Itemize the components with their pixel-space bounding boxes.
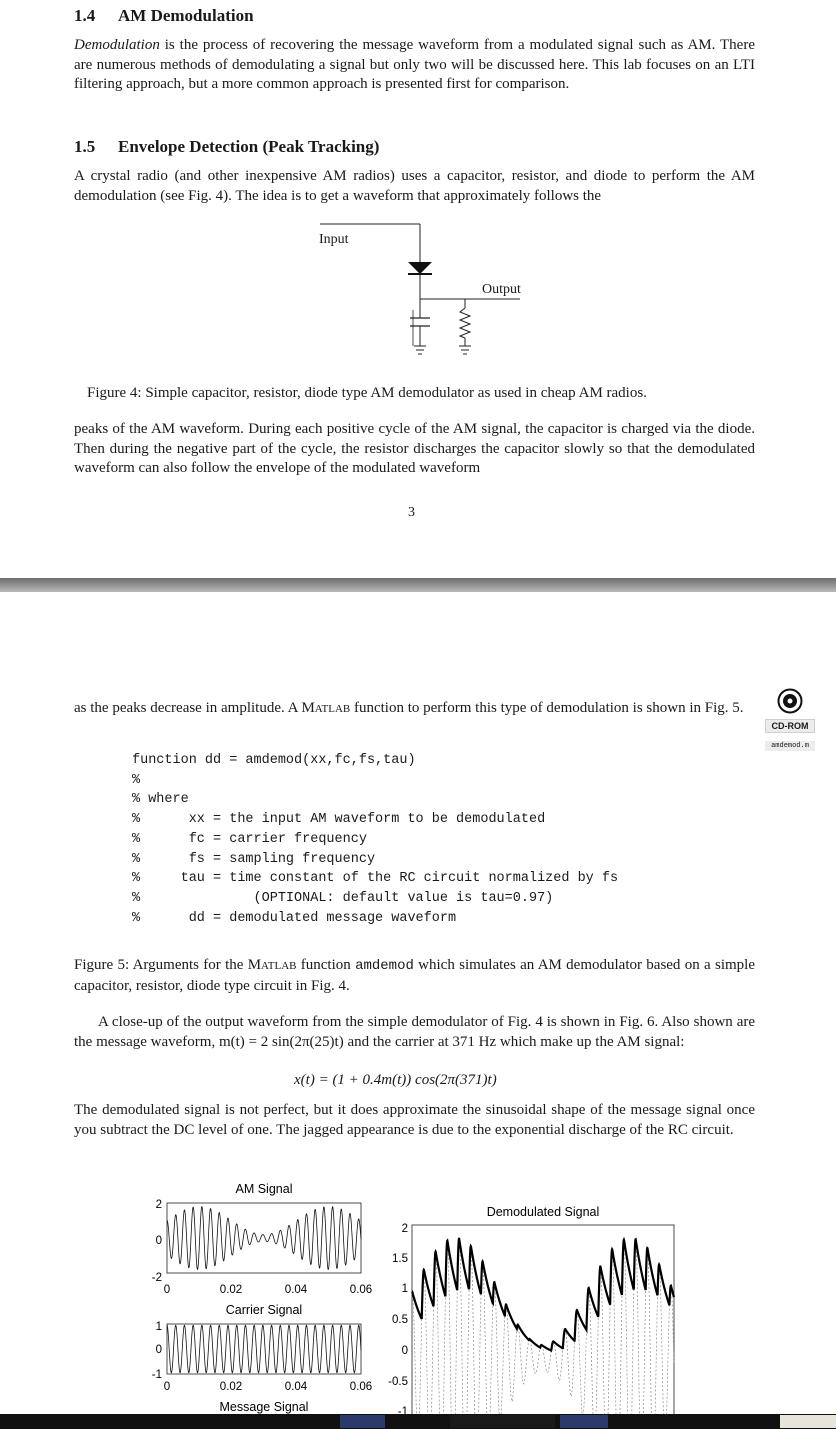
code-line: % where (132, 792, 189, 808)
cdrom-label: CD-ROM (765, 719, 815, 733)
section-heading-1-5: 1.5 Envelope Detection (Peak Tracking) (74, 137, 380, 156)
code-line: % fs = sampling frequency (132, 851, 376, 867)
code-line: % dd = demodulated message waveform (132, 910, 457, 926)
code-line: % (OPTIONAL: default value is tau=0.97) (132, 890, 554, 906)
paragraph-crystal-radio: A crystal radio (and other inexpensive AM radios) uses a capacitor, resistor, and diode to perform the AM demodulation (see Fig. 4). The idea is to get a waveform that approximately follows the (74, 168, 755, 204)
carrier-signal-title: Carrier Signal (225, 1303, 303, 1317)
carrier-ytick: 1 (155, 1321, 162, 1333)
cdrom-margin-note (765, 688, 815, 751)
demod-ytick: 0.5 (392, 1314, 408, 1326)
bottom-thumbnail-strip (0, 1414, 836, 1429)
carrier-xtick: 0 (163, 1381, 171, 1393)
paragraph-peaks: peaks of the AM waveform. During each positive cycle of the AM signal, the capacitor is charged via the diode. Then during the negative part of the cycle, the resistor discharges the capacitor slowly so that the demodulated waveform can also follow the envelope of the modulated waveform (74, 421, 755, 477)
circuit-output-label: Output (482, 282, 521, 297)
demod-signal-title: Demodulated Signal (486, 1205, 600, 1219)
cdrom-disc-icon (777, 688, 803, 714)
code-line: function dd = amdemod(xx,fc,fs,tau) (132, 753, 416, 768)
figure-4-caption: Figure 4: Simple capacitor, resistor, diode type AM demodulator as used in cheap AM radios. (87, 385, 647, 401)
demod-ytick: 1.5 (392, 1253, 408, 1265)
section-heading-1-4: 1.4 AM Demodulation (74, 6, 254, 25)
ground-symbols (414, 346, 471, 354)
figure-6-plots (130, 1175, 690, 1414)
demod-ytick: 0 (401, 1345, 408, 1357)
am-xtick: 0 (163, 1284, 171, 1296)
carrier-xtick: 0.04 (284, 1381, 308, 1393)
code-line: % xx = the input AM waveform to be demodulated (132, 812, 546, 828)
code-line: % fc = carrier frequency (132, 831, 367, 847)
page-thumbnail[interactable] (560, 1415, 608, 1428)
message-signal-title: Message Signal (219, 1400, 309, 1414)
demod-ytick: 1 (401, 1283, 408, 1295)
demod-ytick: -0.5 (388, 1376, 408, 1388)
am-signal-title: AM Signal (235, 1182, 293, 1196)
am-ytick: 0 (155, 1235, 162, 1247)
code-listing (132, 751, 618, 928)
paragraph-closeup: A close-up of the output waveform from the simple demodulator of Fig. 4 is shown in Fig. 6. Also shown are the message waveform, m(t) = 2 sin(2π(25)t) and the carrier at 371 Hz which make up the AM signal: (74, 1014, 755, 1050)
page-3 (0, 0, 836, 578)
figure-5-caption: Figure 5: Arguments for the Matlab function amdemod which simulates an AM demodulator based on a simple capacitor, resistor, diode type circuit in Fig. 4. (74, 957, 755, 994)
carrier-xtick: 0.02 (219, 1381, 243, 1393)
demod-ytick: -1 (397, 1406, 408, 1414)
paragraph-demodulated: The demodulated signal is not perfect, but it does approximate the sinusoidal shape of the message signal once you subtract the DC level of one. The jagged appearance is due to the exponential discharge of the RC circuit. (74, 1102, 755, 1138)
cdrom-filename: amdemod.m (765, 741, 815, 751)
paragraph-matlab-function: as the peaks decrease in amplitude. A Matlab function to perform this type of demodulation is shown in Fig. 5. (74, 700, 744, 716)
am-equation: x(t) = (1 + 0.4m(t)) cos(2π(371)t) (294, 1072, 497, 1088)
code-line: % (132, 772, 141, 788)
resistor-symbol (460, 308, 470, 338)
page-thumbnail[interactable] (450, 1415, 555, 1428)
page-thumbnail[interactable] (780, 1415, 836, 1428)
page-separator (0, 578, 836, 592)
am-xtick: 0.04 (284, 1284, 308, 1296)
am-xtick: 0.06 (349, 1284, 373, 1296)
page-number: 3 (408, 505, 415, 520)
demod-ytick: 2 (401, 1223, 408, 1235)
carrier-ytick: -1 (151, 1369, 162, 1381)
carrier-ytick: 0 (155, 1344, 162, 1356)
am-ytick: 2 (155, 1199, 162, 1211)
am-xtick: 0.02 (219, 1284, 243, 1296)
am-ytick: -2 (151, 1272, 162, 1284)
code-line: % tau = time constant of the RC circuit normalized by fs (132, 871, 619, 887)
page-thumbnail[interactable] (340, 1415, 385, 1428)
diode-symbol (408, 262, 432, 274)
circuit-diagram (300, 220, 540, 365)
carrier-xtick: 0.06 (349, 1381, 373, 1393)
paragraph-demodulation: Demodulation is the process of recovering the message waveform from a modulated signal such as AM. There are numerous methods of demodulating a signal but only two will be discussed here. This lab focuses on an LTI filtering approach, but a more common approach is presented first for comparison. (74, 37, 755, 93)
circuit-input-label: Input (319, 232, 349, 247)
